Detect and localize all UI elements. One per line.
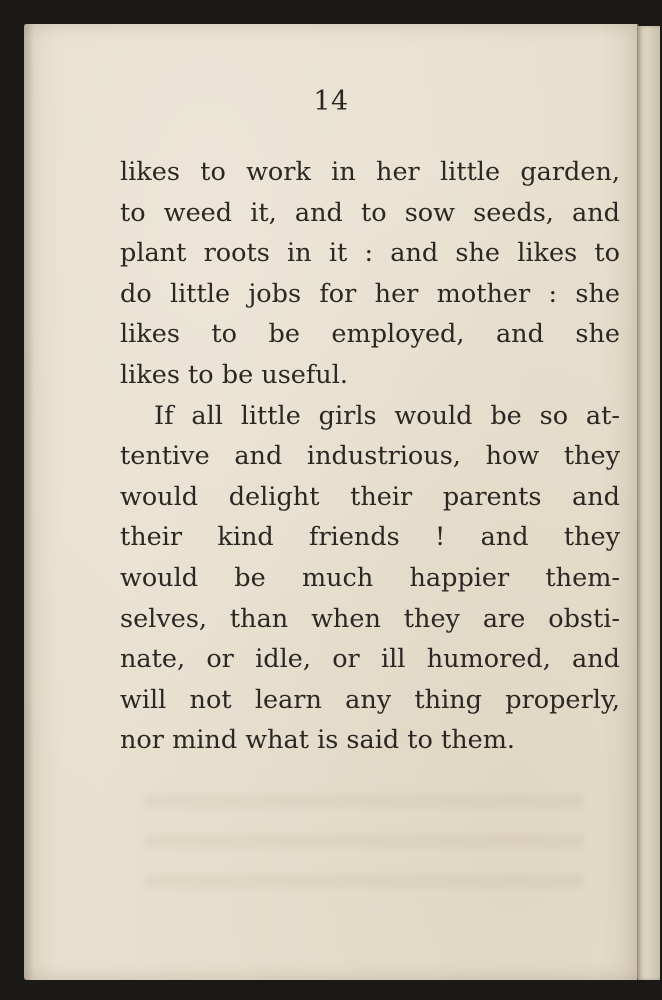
ink-show-through: [144, 794, 584, 914]
text-line: selves, than when they are obsti-: [120, 603, 620, 634]
page-left-shadow: [24, 24, 34, 980]
text-line: likes to work in her little garden,: [120, 157, 620, 187]
page-number: 14: [313, 86, 349, 117]
text-line: plant roots in it : and she likes to: [120, 238, 620, 269]
text-line: will not learn any thing properly,: [120, 684, 620, 715]
text-line: If all little girls would be so at-: [154, 400, 620, 431]
paragraph-1: [120, 152, 620, 396]
text-line: would delight their parents and: [120, 481, 620, 512]
text-line: likes to be useful.: [120, 359, 348, 390]
text-line: their kind friends ! and they: [120, 522, 620, 553]
text-line: nate, or idle, or ill humored, and: [120, 644, 620, 675]
text-line: likes to be employed, and she: [120, 319, 620, 350]
paragraph-2: [120, 396, 620, 761]
text-line: would be much happier them-: [120, 562, 620, 593]
text-line: do little jobs for her mother : she: [120, 278, 620, 309]
paper-page: [24, 24, 638, 980]
text-line: nor mind what is said to them.: [120, 725, 516, 756]
adjacent-page-edge: [638, 26, 660, 980]
text-line: to weed it, and to sow seeds, and: [120, 197, 620, 228]
body-text: [120, 152, 620, 761]
text-line: tentive and industrious, how they: [120, 441, 620, 472]
